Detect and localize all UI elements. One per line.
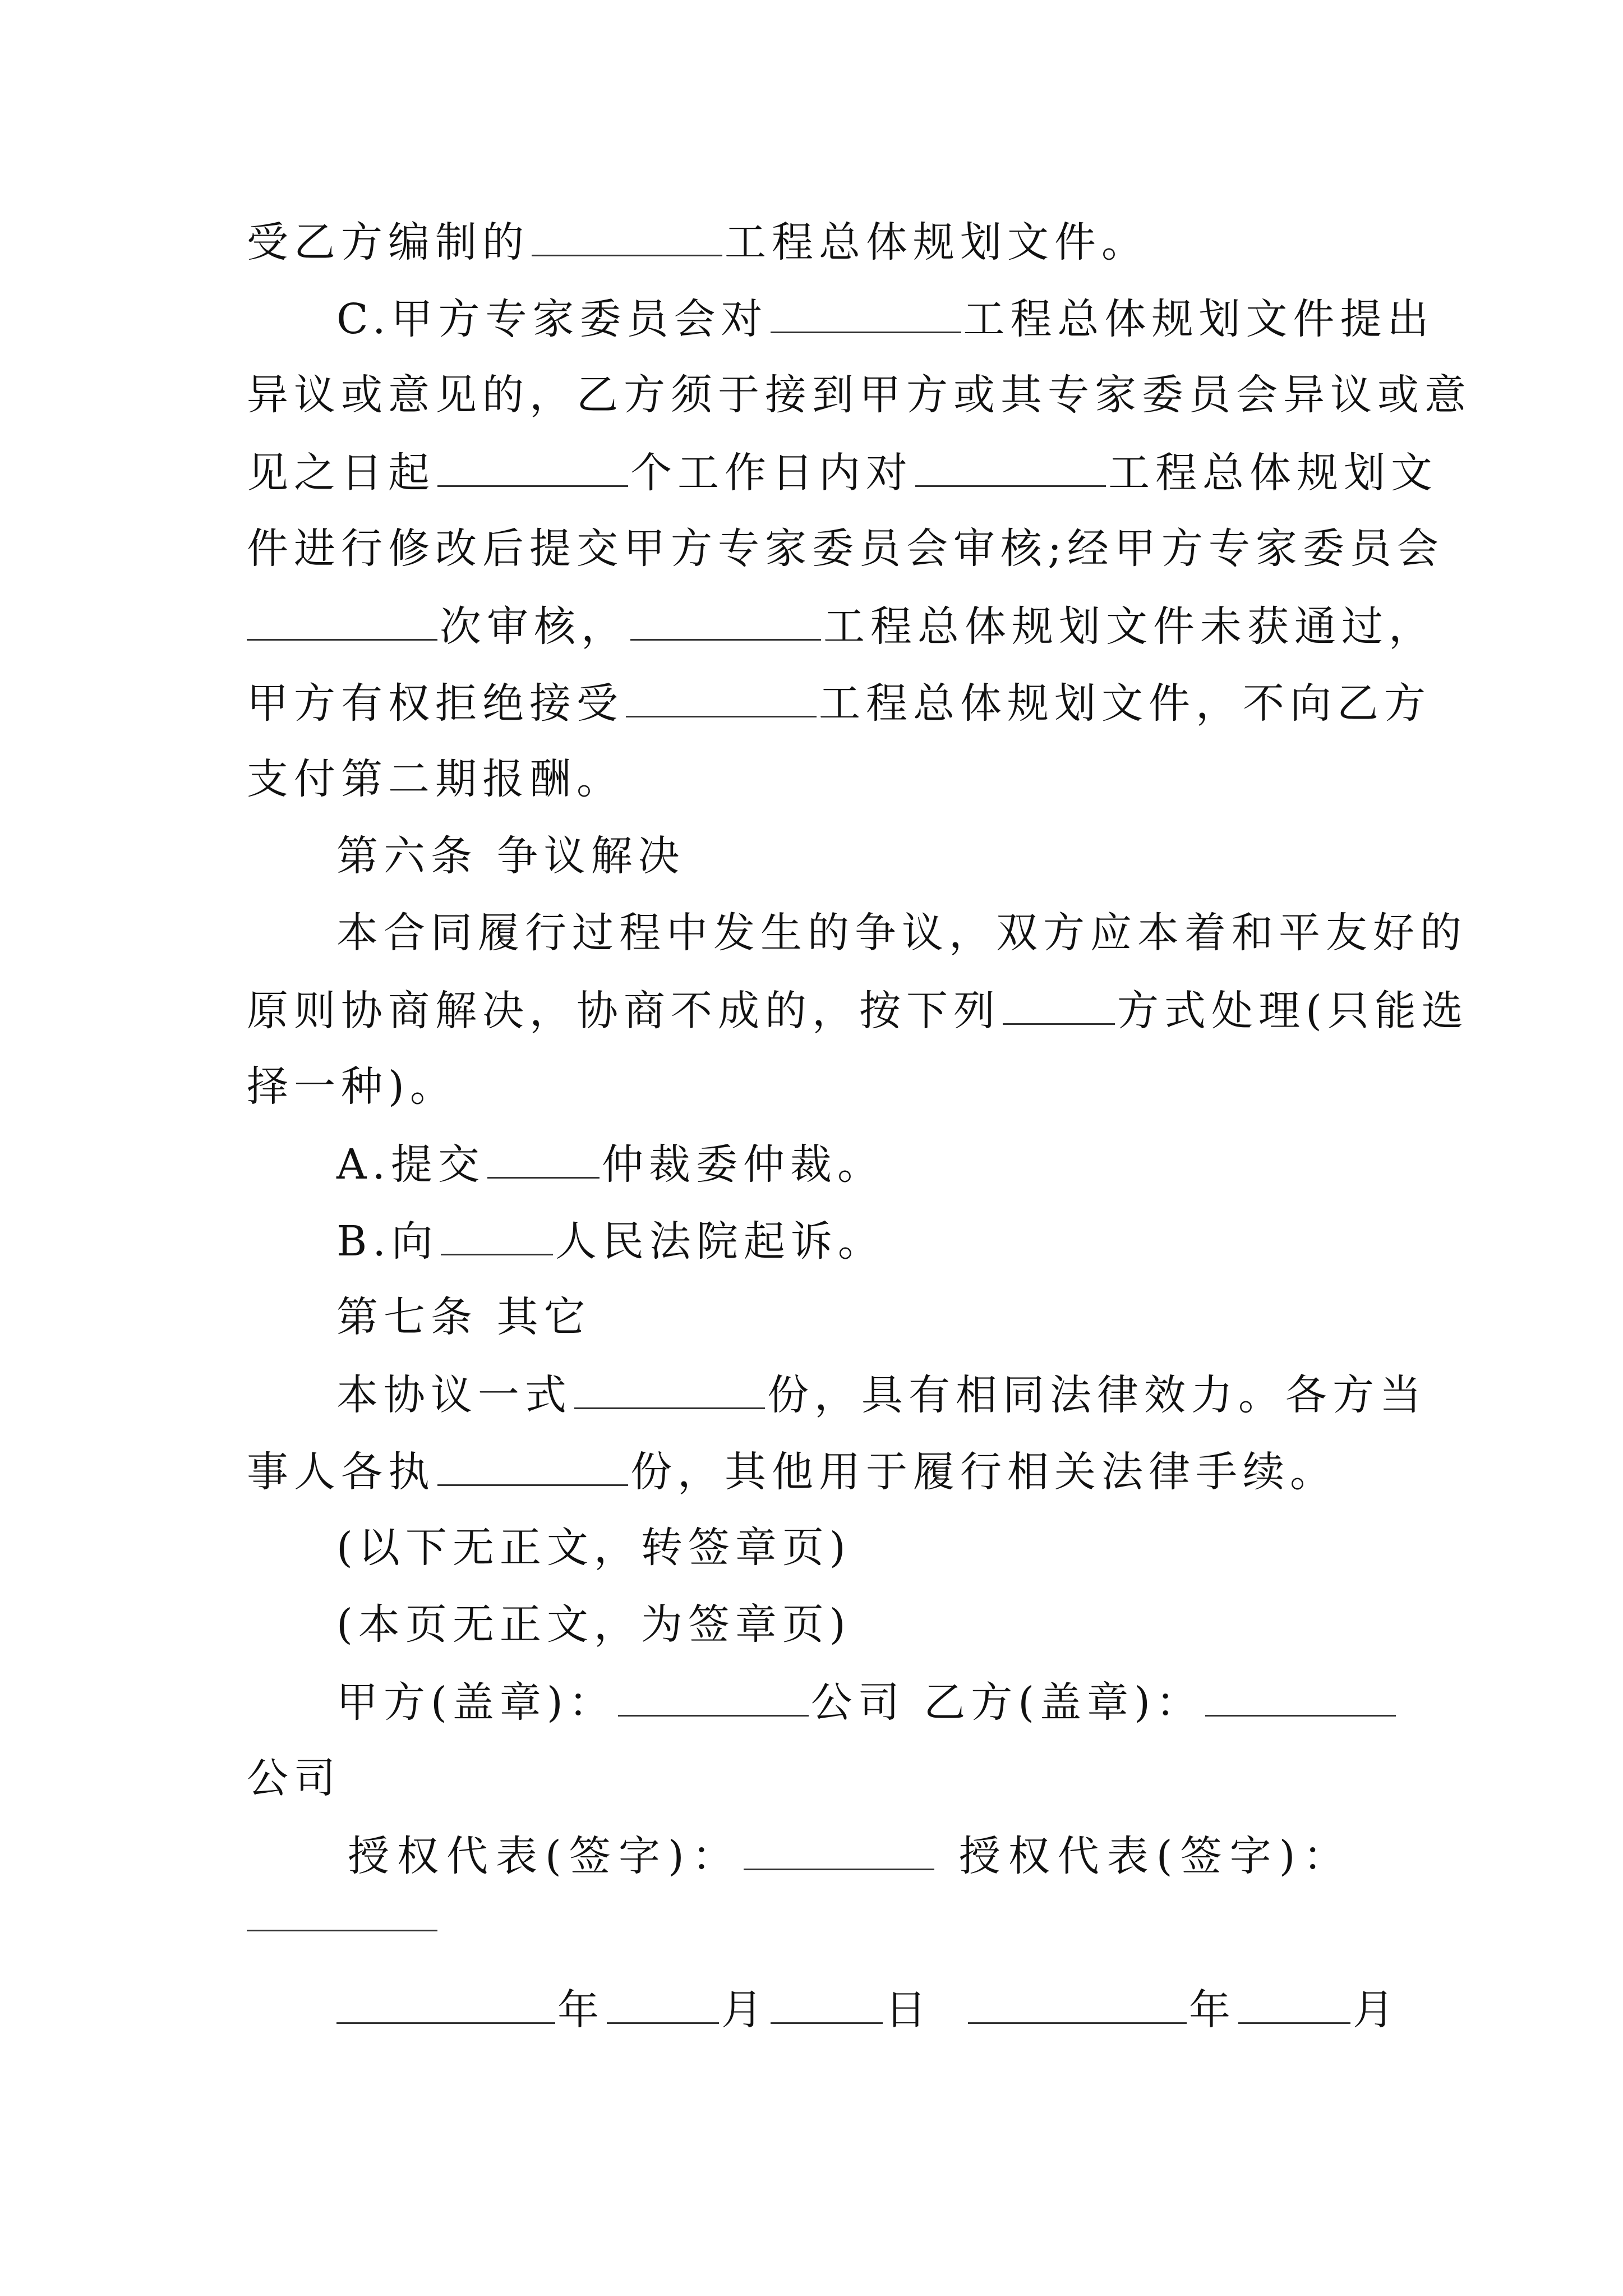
text-line: 异议或意见的，乙方须于接到甲方或其专家委员会异议或意: [247, 371, 1472, 419]
fill-blank: [441, 1212, 553, 1255]
text-line: A.提交 仲裁委仲裁。: [336, 1135, 1481, 1193]
fill-blank: [630, 597, 821, 641]
fill-blank: [437, 444, 628, 487]
fill-blank: [1003, 982, 1115, 1025]
signature-representative-line: 授权代表(签字)： 授权代表(签字)：: [348, 1827, 1492, 1884]
fill-blank: [437, 1443, 628, 1486]
section-heading: 第七条 其它: [336, 1293, 591, 1341]
fill-blank: [487, 1135, 600, 1179]
fill-blank: [744, 1827, 934, 1870]
text-line: 受乙方编制的 工程总体规划文件。: [247, 213, 1391, 270]
text-line: 本合同履行过程中发生的争议，双方应本着和平友好的: [336, 909, 1467, 957]
signature-party-line: 甲方(盖章)： 公司 乙方(盖章)：: [336, 1673, 1481, 1731]
fill-blank: [771, 1981, 883, 2024]
fill-blank: [1238, 1981, 1350, 2024]
fill-blank: [247, 597, 437, 641]
fill-blank: [915, 444, 1106, 487]
fill-blank: [968, 1981, 1187, 2024]
fill-blank: [626, 674, 817, 717]
text-line: 见之日起 个工作日内对 工程总体规划文: [247, 444, 1391, 501]
text-line: 次审核， 工程总体规划文件未获通过，: [247, 597, 1391, 655]
text-line: 事人各执 份，其他用于履行相关法律手续。: [247, 1443, 1391, 1500]
text-line: 公司: [247, 1754, 341, 1802]
fill-blank: [1205, 1673, 1396, 1717]
fill-blank: [247, 1930, 437, 1931]
text-line: 甲方有权拒绝接受 工程总体规划文件，不向乙方: [247, 674, 1391, 731]
fill-blank: [771, 290, 961, 333]
text-line: (本页无正文，为签章页): [336, 1600, 851, 1649]
text-line: 支付第二期报酬。: [247, 755, 624, 803]
fill-blank: [607, 1981, 719, 2024]
text-line: 本协议一式 份，具有相同法律效力。各方当: [336, 1366, 1481, 1423]
signature-date-line: 年 月 日 年 月: [336, 1981, 1481, 2038]
fill-blank: [618, 1673, 809, 1717]
text-line: B.向 人民法院起诉。: [336, 1212, 1481, 1269]
fill-blank: [336, 1981, 555, 2024]
text-line: 件进行修改后提交甲方专家委员会审核;经甲方专家委员会: [247, 524, 1444, 573]
fill-blank: [532, 213, 722, 256]
text-line: 择一种)。: [247, 1062, 457, 1111]
text-line: (以下无正文，转签章页): [336, 1524, 851, 1572]
text-line: C.甲方专家委员会对 工程总体规划文件提出: [336, 290, 1481, 347]
section-heading: 第六条 争议解决: [336, 832, 685, 880]
fill-blank: [574, 1366, 765, 1409]
text-line: 原则协商解决，协商不成的，按下列 方式处理(只能选: [247, 982, 1391, 1039]
